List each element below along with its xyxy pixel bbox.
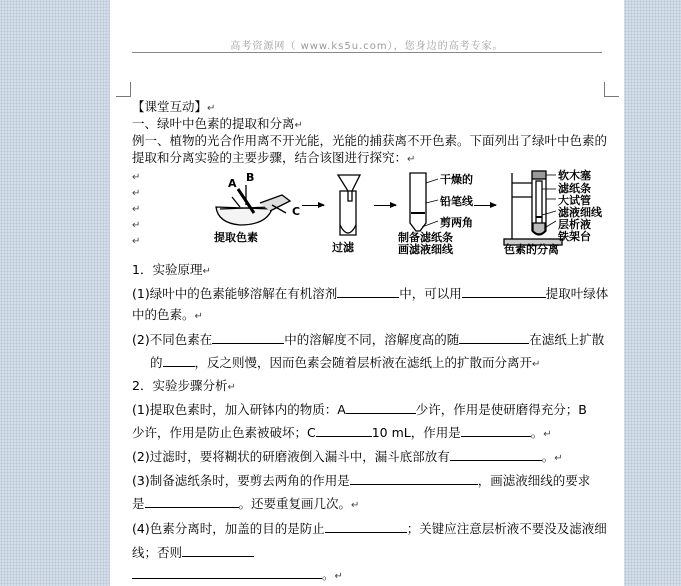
step-label: 色素的分离: [504, 243, 559, 256]
answer-blank[interactable]: [325, 520, 407, 533]
principle-q2: (2)不同色素在 中的溶解度不同，溶解度高的随 在滤纸上扩散: [132, 332, 605, 347]
arrow-icon: [474, 205, 496, 206]
analysis-s1: (1)提取色素时，加入研钵内的物质：A 少许，作用是使研磨得充分；B: [132, 402, 587, 417]
analysis-s4-end: 。↵: [132, 566, 343, 585]
answer-blank[interactable]: [350, 472, 478, 485]
page-header: 高考资源网（ www.ks5u.com），您身边的高考专家。: [230, 41, 504, 52]
analysis-s4-cont: 线；否则: [132, 544, 254, 561]
answer-blank[interactable]: [182, 544, 254, 557]
answer-blank[interactable]: [145, 495, 239, 508]
apparatus-label: 铁架台: [558, 230, 591, 243]
separation-apparatus-icon: [504, 171, 566, 245]
example-line-2: 提取和分离实验的主要步骤，结合该图进行探究：↵: [132, 150, 416, 165]
filter-paper-icon: [410, 173, 438, 231]
principle-q1: (1)绿叶中的色素能够溶解在有机溶剂 中，可以用 提取叶绿体: [132, 286, 609, 301]
principle-q1-cont: 中的色素。↵: [132, 307, 203, 322]
answer-blank[interactable]: [337, 285, 399, 298]
principle-q2-cont: 的 ，反之则慢，因而色素会随着层析液在滤纸上的扩散而分离开↵: [150, 355, 541, 370]
subsection-title: 一、绿叶中色素的提取和分离↵: [132, 116, 303, 131]
answer-blank[interactable]: [450, 448, 542, 461]
margin-corner-left: [116, 82, 131, 97]
analysis-s4: (4)色素分离时，加盖的目的是防止 ；关键应注意层析液不要没及滤液细: [132, 521, 607, 536]
analysis-s1-cont: 少许，作用是防止色素被破坏；C 10 mL，作用是 。↵: [132, 425, 552, 440]
empty-paragraph: ↵: [132, 220, 141, 231]
step-label: 提取色素: [214, 231, 258, 244]
empty-paragraph: ↵: [132, 172, 141, 183]
margin-corner-right: [604, 82, 619, 97]
filter-paper-label: 干燥的: [440, 173, 473, 186]
step-label: 画滤液细线: [398, 243, 453, 256]
empty-paragraph: ↵: [132, 236, 141, 247]
analysis-s3: (3)制备滤纸条时，要剪去两角的作用是 ，画滤液细线的要求: [132, 473, 591, 488]
answer-blank[interactable]: [462, 285, 546, 298]
filter-paper-label: 铅笔线: [440, 195, 473, 208]
step-label: 过滤: [332, 241, 354, 254]
step-label: 制备滤纸条: [398, 231, 453, 244]
arrow-icon: [374, 205, 396, 206]
answer-blank[interactable]: [461, 424, 531, 437]
example-line-1: 例一、植物的光合作用离不开光能，光能的捕获离不开色素。下面列出了绿叶中色素的: [132, 133, 608, 148]
apparatus-label: 滤液细线: [558, 206, 602, 219]
answer-blank[interactable]: [346, 401, 416, 414]
mortar-label-b: B: [246, 171, 255, 184]
answer-blank[interactable]: [163, 354, 195, 367]
analysis-s2: (2)过滤时，要将糊状的研磨液倒入漏斗中，漏斗底部放有 。↵: [132, 449, 563, 464]
answer-blank[interactable]: [316, 424, 372, 437]
arrow-icon: [302, 205, 324, 206]
document-page: [110, 0, 624, 586]
analysis-s3-cont: 是 。还要重复画几次。↵: [132, 496, 360, 511]
empty-paragraph: ↵: [132, 204, 141, 215]
experiment-figure: [210, 167, 624, 256]
apparatus-label: 大试管: [558, 194, 591, 207]
mortar-label-c: C: [292, 205, 301, 218]
answer-blank[interactable]: [459, 331, 529, 344]
header-rule: [132, 52, 602, 53]
answer-blank[interactable]: [132, 566, 322, 579]
funnel-icon: [338, 175, 360, 235]
answer-blank[interactable]: [212, 331, 284, 344]
apparatus-label: 滤纸条: [558, 182, 591, 195]
section-title: 【课堂互动】↵: [132, 99, 216, 114]
mortar-label-a: A: [228, 177, 237, 190]
analysis-heading: 2．实验步骤分析↵: [132, 378, 236, 393]
filter-paper-label: 剪两角: [440, 216, 473, 229]
empty-paragraph: ↵: [132, 188, 141, 199]
mortar-icon: [216, 185, 290, 225]
principle-heading: 1．实验原理↵: [132, 262, 211, 277]
apparatus-label: 软木塞: [558, 169, 591, 182]
apparatus-label: 层析液: [558, 218, 591, 231]
